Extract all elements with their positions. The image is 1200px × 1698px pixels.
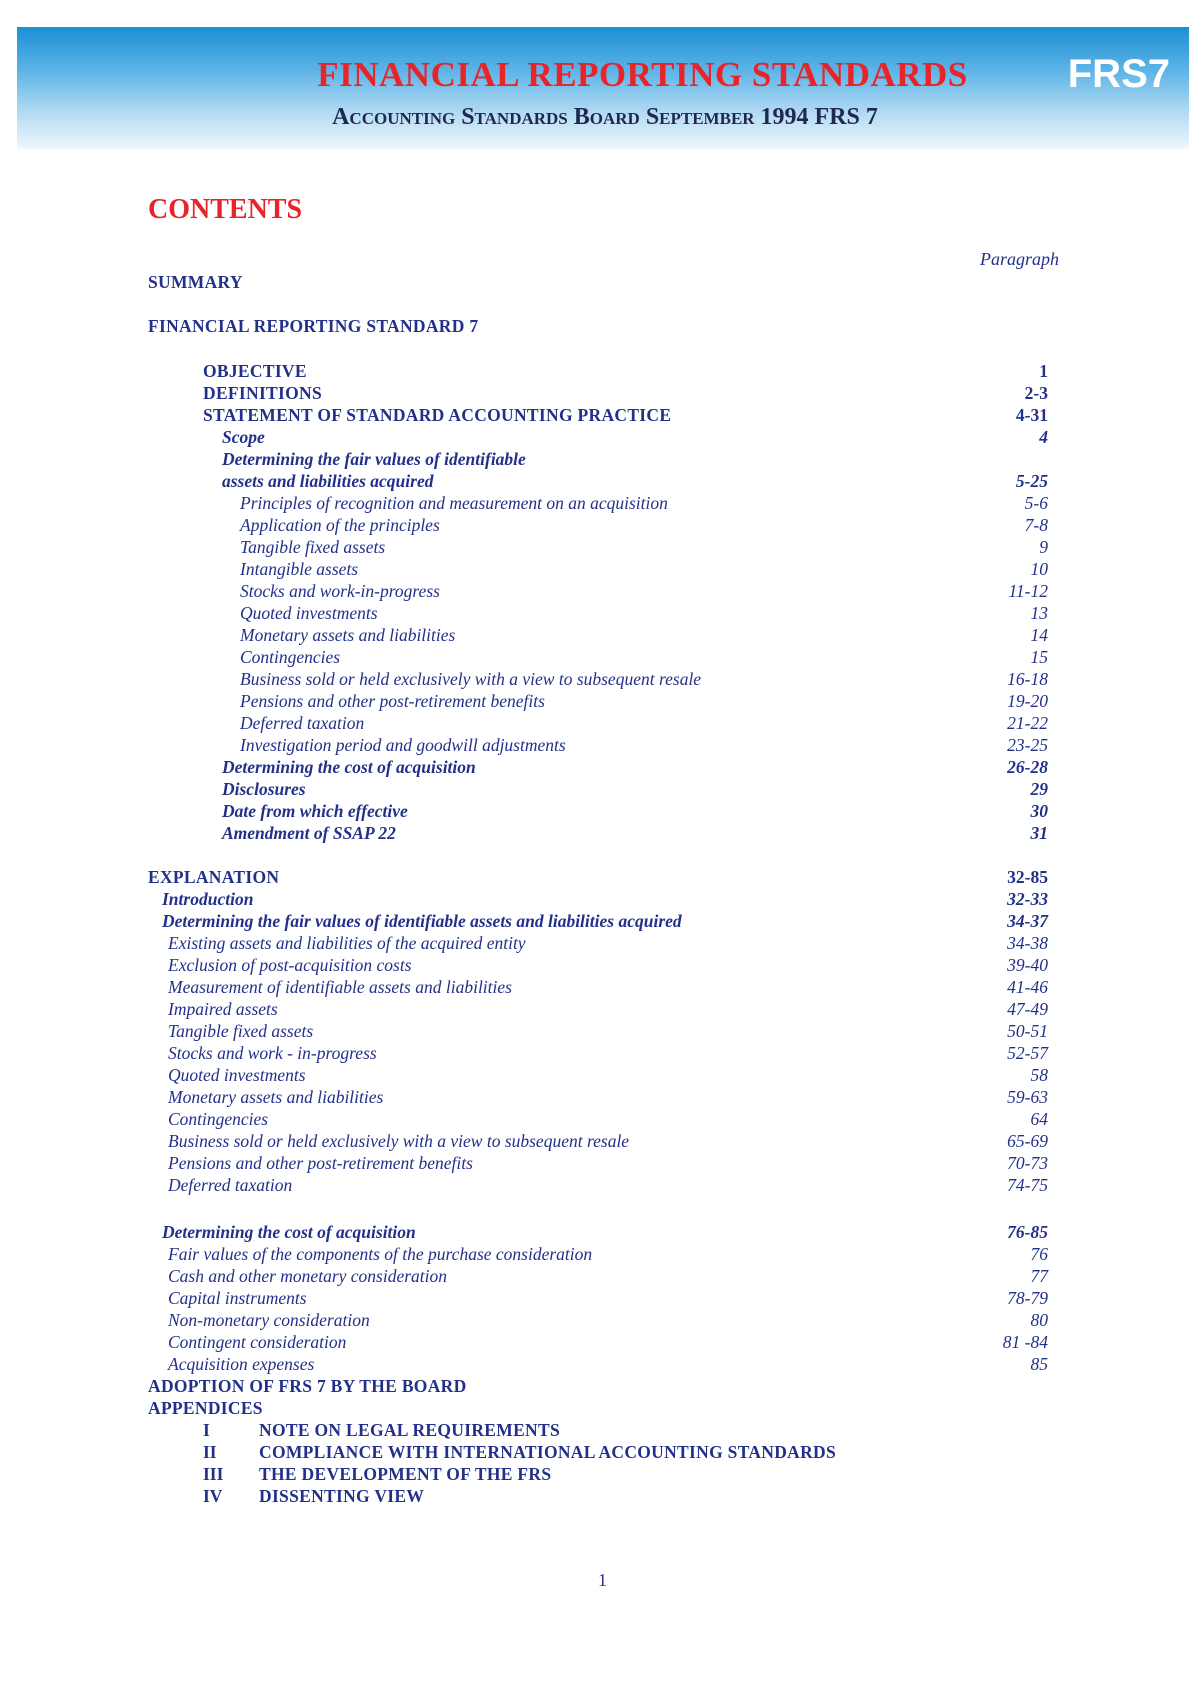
appendix-number: II [203,1442,217,1462]
toc-entry-page: 30 [1030,801,1048,821]
toc-entry-label: Determining the cost of acquisition [222,757,476,777]
toc-entry[interactable] [0,1020,1200,1042]
toc-entry-label: Fair values of the components of the purchase consideration [168,1244,593,1264]
toc-entry-page: 4 [1039,427,1048,447]
toc-entry-label: Determining the fair values of identifiable [222,449,526,469]
toc-entry-page: 1 [1039,361,1048,381]
toc-entry-label: Quoted investments [168,1065,306,1085]
toc-entry[interactable] [0,646,1200,668]
toc-entry-label: Determining the cost of acquisition [162,1222,416,1242]
toc-entry-appendix[interactable] [0,1419,1200,1441]
toc-entry-page: 31 [1030,823,1048,843]
toc-entry-page: 29 [1030,779,1048,799]
toc-entry-page: 32-33 [1007,889,1048,909]
document-subtitle: Accounting Standards Board September 1994 FRS 7 [332,104,878,130]
toc-entry-page: 34-37 [1007,911,1048,931]
toc-entry-page: 76 [1030,1244,1048,1264]
toc-entry[interactable] [0,778,1200,800]
toc-entry-page: 77 [1030,1266,1048,1286]
toc-entry[interactable] [0,1265,1200,1287]
toc-entry-scope[interactable] [0,426,1200,448]
toc-entry-label: Contingent consideration [168,1332,347,1352]
toc-entry[interactable] [0,1130,1200,1152]
toc-entry-label: Amendment of SSAP 22 [222,823,396,843]
toc-entry[interactable] [0,976,1200,998]
toc-entry-page: 21-22 [1007,713,1048,733]
toc-entry[interactable] [0,1086,1200,1108]
toc-entry-label: Exclusion of post-acquisition costs [168,955,412,975]
toc-entry-label: Stocks and work-in-progress [240,581,440,601]
toc-entry[interactable] [0,932,1200,954]
page-number: 1 [598,1570,607,1590]
toc-entry-label: ADOPTION OF FRS 7 BY THE BOARD [148,1376,467,1396]
toc-entry[interactable] [0,712,1200,734]
toc-entry-page: 74-75 [1007,1175,1048,1195]
toc-entry-page: 26-28 [1007,757,1048,777]
toc-entry-label: Date from which effective [222,801,408,821]
toc-entry-label: assets and liabilities acquired [222,471,434,491]
toc-entry-ssap[interactable] [0,404,1200,426]
toc-entry-page: 39-40 [1007,955,1048,975]
toc-entry[interactable] [0,668,1200,690]
toc-entry-label: OBJECTIVE [203,361,307,381]
toc-entry-page: 70-73 [1007,1153,1048,1173]
paragraph-column-label: Paragraph [979,249,1059,269]
toc-entry-page: 7-8 [1024,515,1048,535]
toc-entry-label: Monetary assets and liabilities [240,625,456,645]
toc-entry-label: SUMMARY [148,272,243,292]
toc-entry-label: Principles of recognition and measurement on an acquisition [240,493,668,513]
toc-entry-introduction[interactable] [0,888,1200,910]
toc-entry[interactable] [0,1243,1200,1265]
toc-entry-label: Investigation period and goodwill adjustments [240,735,566,755]
toc-entry-label: FINANCIAL REPORTING STANDARD 7 [148,316,479,336]
toc-entry-label: Application of the principles [240,515,440,535]
toc-entry[interactable] [0,514,1200,536]
toc-entry-page: 32-85 [1007,867,1048,887]
toc-entry-adoption[interactable] [0,1375,1200,1397]
toc-entry-appendix[interactable] [0,1463,1200,1485]
toc-entry-label: EXPLANATION [148,867,280,887]
toc-entry-page: 23-25 [1007,735,1048,755]
toc-entry-page: 76-85 [1007,1222,1048,1242]
appendix-label: NOTE ON LEGAL REQUIREMENTS [259,1420,560,1440]
toc-entry-explanation[interactable] [0,866,1200,888]
toc-entry[interactable] [0,558,1200,580]
document-series-title: FINANCIAL REPORTING STANDARDS [317,55,968,94]
toc-entry-label: Cash and other monetary consideration [168,1266,448,1286]
contents-heading: CONTENTS [148,194,303,225]
toc-entry[interactable] [0,602,1200,624]
toc-entry-label: Monetary assets and liabilities [168,1087,384,1107]
toc-entry-page: 58 [1030,1065,1048,1085]
toc-entry-label: Measurement of identifiable assets and liabilities [168,977,512,997]
toc-entry-objective[interactable] [0,360,1200,382]
toc-entry[interactable] [0,822,1200,844]
toc-entry-page: 34-38 [1007,933,1048,953]
toc-entry[interactable] [0,1152,1200,1174]
toc-entry-page: 81 -84 [1002,1332,1048,1352]
toc-entry-label: Contingencies [240,647,341,667]
toc-entry-label: STATEMENT OF STANDARD ACCOUNTING PRACTICE [203,405,672,425]
toc-entry-page: 15 [1030,647,1048,667]
toc-entry-page: 80 [1030,1310,1048,1330]
toc-entry-page: 5-6 [1024,493,1048,513]
toc-entry-label: Contingencies [168,1109,269,1129]
toc-entry-definitions[interactable] [0,382,1200,404]
toc-entry[interactable] [0,536,1200,558]
toc-entry-page: 47-49 [1007,999,1048,1019]
toc-entry-page: 78-79 [1007,1288,1048,1308]
toc-entry-page: 16-18 [1007,669,1048,689]
toc-entry-page: 5-25 [1015,471,1048,491]
toc-entry-label: Acquisition expenses [168,1354,315,1374]
toc-entry-label: Capital instruments [168,1288,307,1308]
toc-entry-page: 11-12 [1008,581,1048,601]
toc-entry[interactable] [0,998,1200,1020]
toc-entry-page: 64 [1030,1109,1048,1129]
toc-entry-page: 41-46 [1007,977,1048,997]
toc-entry-appendices[interactable] [0,1397,1200,1419]
toc-entry-page: 14 [1030,625,1048,645]
toc-entry-label: Disclosures [222,779,306,799]
appendix-number: IV [203,1486,223,1506]
toc-entry[interactable] [0,1353,1200,1375]
toc-entry[interactable] [0,1287,1200,1309]
toc-entry-label: Introduction [162,889,254,909]
toc-entry[interactable] [0,1042,1200,1064]
toc-entry-page: 65-69 [1007,1131,1048,1151]
toc-entry-page: 50-51 [1007,1021,1048,1041]
toc-entry[interactable] [0,624,1200,646]
toc-entry-label: Intangible assets [240,559,359,579]
appendix-number: I [203,1420,210,1440]
toc-entry-label: Scope [222,427,265,447]
toc-entry-label: Existing assets and liabilities of the acquired entity [168,933,526,953]
appendix-label: THE DEVELOPMENT OF THE FRS [259,1464,552,1484]
toc-entry[interactable] [0,580,1200,602]
toc-entry-fair-values-line-1[interactable] [0,448,1200,470]
toc-entry-label: Business sold or held exclusively with a view to subsequent resale [240,669,702,689]
toc-entry-explanation-cost[interactable] [0,1221,1200,1243]
toc-entry[interactable] [0,954,1200,976]
toc-entry-page: 52-57 [1007,1043,1048,1063]
appendix-label: COMPLIANCE WITH INTERNATIONAL ACCOUNTING STANDARDS [259,1442,837,1462]
toc-entry[interactable] [0,1108,1200,1130]
appendix-label: DISSENTING VIEW [259,1486,425,1506]
toc-entry-page: 2-3 [1024,383,1048,403]
toc-entry-frs[interactable] [0,315,1200,337]
toc-entry-page: 10 [1030,559,1048,579]
toc-entry-label: Quoted investments [240,603,378,623]
toc-entry[interactable] [0,734,1200,756]
toc-entry-appendix[interactable] [0,1441,1200,1463]
toc-entry[interactable] [0,1174,1200,1196]
toc-entry[interactable] [0,1309,1200,1331]
toc-entry-summary[interactable] [0,271,1200,293]
toc-entry-page: 4-31 [1015,405,1048,425]
toc-entry-label: Impaired assets [168,999,278,1019]
toc-entry[interactable] [0,800,1200,822]
toc-entry-label: Deferred taxation [240,713,365,733]
toc-entry-page: 13 [1030,603,1048,623]
toc-entry-label: Business sold or held exclusively with a view to subsequent resale [168,1131,630,1151]
toc-entry-fair-values-line-2[interactable] [0,470,1200,492]
toc-entry-label: Pensions and other post-retirement benefits [168,1153,473,1173]
toc-entry-page: 59-63 [1007,1087,1048,1107]
toc-entry-page: 9 [1039,537,1048,557]
toc-entry-label: APPENDICES [148,1398,263,1418]
toc-entry-page: 19-20 [1007,691,1048,711]
toc-entry-label: DEFINITIONS [203,383,323,403]
toc-entry-label: Non-monetary consideration [168,1310,370,1330]
toc-entry[interactable] [0,1064,1200,1086]
toc-entry[interactable] [0,690,1200,712]
toc-entry-label: Deferred taxation [168,1175,293,1195]
toc-entry-label: Tangible fixed assets [168,1021,314,1041]
toc-entry-label: Pensions and other post-retirement benefits [240,691,545,711]
toc-entry-label: Determining the fair values of identifiable assets and liabilities acquired [162,911,682,931]
toc-entry-page: 85 [1030,1354,1048,1374]
toc-entry[interactable] [0,1331,1200,1353]
toc-entry-label: Tangible fixed assets [240,537,386,557]
toc-entry-label: Stocks and work - in-progress [168,1043,377,1063]
toc-entry[interactable] [0,756,1200,778]
frs-badge: FRS7 [1067,52,1170,96]
appendix-number: III [203,1464,224,1484]
toc-entry-explanation-fair-values[interactable] [0,910,1200,932]
toc-entry[interactable] [0,492,1200,514]
toc-entry-appendix[interactable] [0,1485,1200,1507]
